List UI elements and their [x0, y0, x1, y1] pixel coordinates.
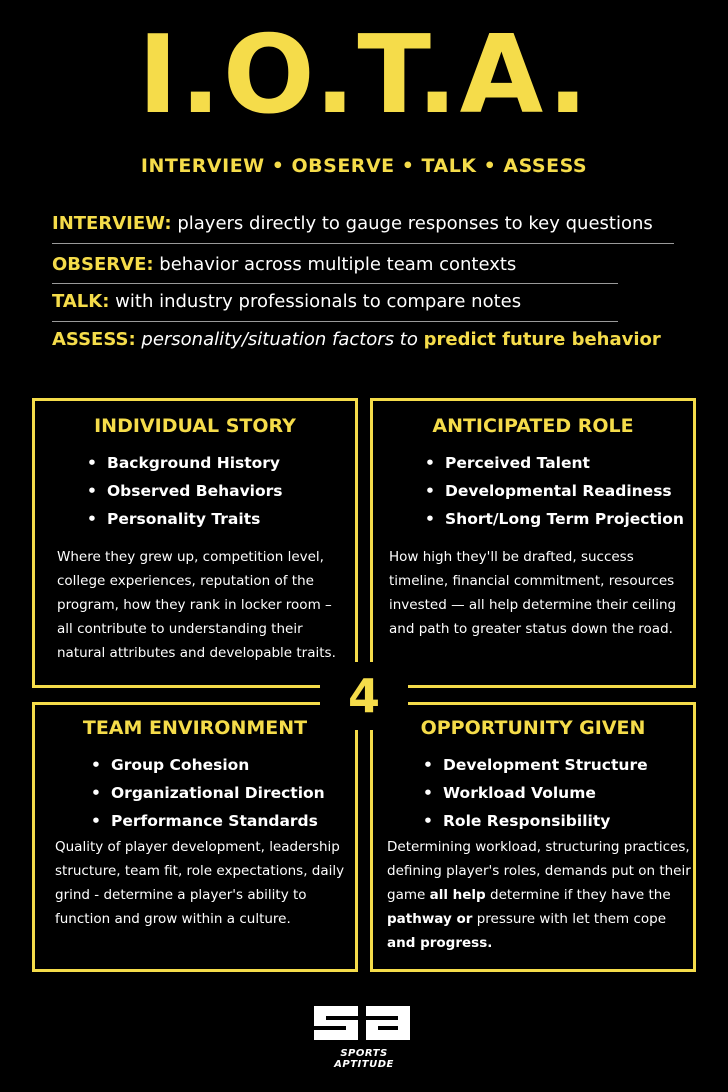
- logo-text: SPORTS APTITUDE: [334, 1048, 394, 1070]
- box-title: TEAM ENVIRONMENT: [82, 717, 308, 739]
- definition-interview: [52, 212, 653, 236]
- box-team-environment: [32, 702, 358, 972]
- list-item: • Group Cohesion: [91, 751, 325, 779]
- box-description: Quality of player development, leadership structure, team fit, role expectations, daily grind - determine a player's ability to function and grow within a culture.: [55, 839, 345, 927]
- list-item: • Development Structure: [423, 751, 648, 779]
- description-bold: all help: [429, 887, 486, 903]
- definition-key: INTERVIEW:: [52, 213, 172, 234]
- list-item: • Short/Long Term Projection: [425, 505, 684, 533]
- definition-key: TALK:: [52, 291, 110, 312]
- list-item: • Perceived Talent: [425, 449, 684, 477]
- divider: [52, 283, 618, 284]
- bullet-list: [423, 751, 648, 835]
- box-title: INDIVIDUAL STORY: [94, 415, 296, 437]
- definition-talk: [52, 290, 521, 314]
- list-item: • Organizational Direction: [91, 779, 325, 807]
- definition-assess: [52, 328, 661, 352]
- box-description: Where they grew up, competition level, college experiences, reputation of the program, how they rank in locker room – all contribute to understanding their natural attributes and developable traits.: [57, 549, 336, 661]
- page-subtitle: INTERVIEW • OBSERVE • TALK • ASSESS: [140, 155, 588, 177]
- description-text: pressure with let them cope: [472, 911, 667, 927]
- divider: [52, 321, 618, 322]
- box-description: [387, 835, 693, 955]
- definition-text: players directly to gauge responses to key questions: [171, 213, 653, 234]
- definition-text: with industry professionals to compare notes: [109, 291, 522, 312]
- page-title: I.O.T.A.: [137, 13, 591, 138]
- description-text: determine if they have the: [485, 887, 671, 903]
- description-bold: and progress.: [387, 935, 493, 951]
- list-item: • Performance Standards: [91, 807, 325, 835]
- box-title: OPPORTUNITY GIVEN: [420, 717, 646, 739]
- definition-key: OBSERVE:: [52, 254, 154, 275]
- center-number-badge: [320, 662, 408, 730]
- definition-highlight: predict future behavior: [423, 329, 661, 350]
- list-item: • Workload Volume: [423, 779, 648, 807]
- box-anticipated-role: [370, 398, 696, 688]
- box-description: How high they'll be drafted, success timeline, financial commitment, resources invested — all help determine their ceiling and path to greater status down the road.: [389, 549, 677, 637]
- center-number: 4: [347, 669, 380, 723]
- definition-key: ASSESS:: [52, 329, 136, 350]
- description-bold: pathway or: [387, 911, 473, 927]
- list-item: • Background History: [87, 449, 283, 477]
- list-item: • Developmental Readiness: [425, 477, 684, 505]
- box-opportunity-given: [370, 702, 696, 972]
- box-title: ANTICIPATED ROLE: [432, 415, 634, 437]
- definition-text: personality/situation factors to: [135, 329, 424, 350]
- list-item: • Observed Behaviors: [87, 477, 283, 505]
- description-text: Determining workload, structuring practices, defining player's roles, demands put on their game: [387, 839, 691, 903]
- sa-logo-icon: [310, 1000, 418, 1044]
- box-individual-story: [32, 398, 358, 688]
- bullet-list: [91, 751, 325, 835]
- divider: [52, 243, 674, 244]
- list-item: • Personality Traits: [87, 505, 283, 533]
- list-item: • Role Responsibility: [423, 807, 648, 835]
- sports-aptitude-logo: [310, 1000, 418, 1070]
- definition-observe: [52, 253, 516, 277]
- bullet-list: [87, 449, 283, 533]
- definition-text: behavior across multiple team contexts: [153, 254, 517, 275]
- bullet-list: [425, 449, 684, 533]
